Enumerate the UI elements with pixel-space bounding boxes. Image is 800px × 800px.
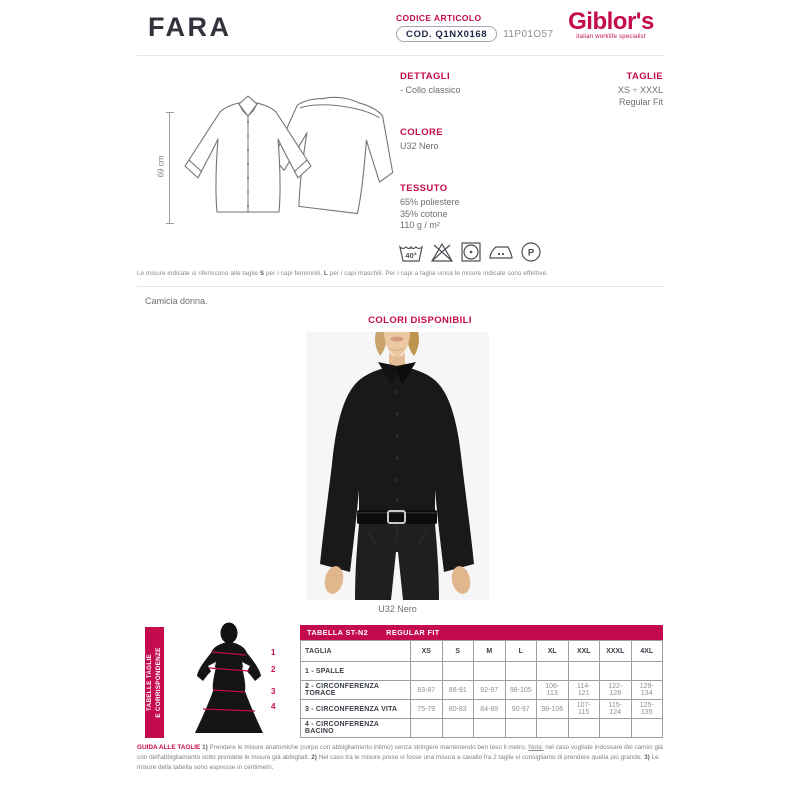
sizes-fit: Regular Fit: [618, 96, 663, 107]
length-dimension-line: [169, 112, 176, 224]
size-col-header: L: [505, 641, 537, 662]
size-col-header: XXXL: [600, 641, 632, 662]
size-table-name: TABELLA ST-N2: [307, 628, 369, 637]
brand-logo: [558, 8, 664, 40]
size-col-taglia: TAGLIA: [301, 641, 411, 662]
size-cell: [631, 662, 663, 681]
size-cell: 115-124: [600, 700, 632, 719]
brand-logo-tagline: italian worklife specialist: [576, 34, 646, 40]
measurement-silhouette: [188, 622, 270, 742]
size-cell: 92-97: [474, 681, 506, 700]
size-cell: [411, 719, 443, 738]
size-cell: [631, 719, 663, 738]
shirt-technical-drawing: [183, 90, 395, 232]
article-code-badge: COD. Q1NX0168: [396, 26, 497, 42]
size-cell: 75-79: [411, 700, 443, 719]
size-row-label: 2 - CIRCONFERENZA TORACE: [301, 681, 411, 700]
size-cell: 125-135: [631, 700, 663, 719]
size-col-header: XXL: [568, 641, 600, 662]
size-cell: 83-87: [411, 681, 443, 700]
size-row-label: 1 - SPALLE: [301, 662, 411, 681]
size-cell: [600, 662, 632, 681]
size-cell: 88-91: [442, 681, 474, 700]
size-cell: [537, 662, 569, 681]
size-guide-sidebar: [145, 627, 164, 738]
header-divider: [137, 55, 664, 56]
brand-logo-text: Giblor's: [568, 8, 654, 35]
care-icons-row: [398, 241, 542, 263]
size-cell: [474, 662, 506, 681]
length-dimension-label: 69 cm: [156, 155, 166, 178]
size-cell: 80-83: [442, 700, 474, 719]
size-cell: 122-128: [600, 681, 632, 700]
measure-point-4: 4: [271, 702, 276, 711]
sizes-block: [540, 71, 663, 108]
size-cell: 107-115: [568, 700, 600, 719]
size-cell: 106-113: [537, 681, 569, 700]
photo-color-caption: U32 Nero: [378, 604, 417, 614]
color-block: [400, 127, 580, 153]
iron-two-dots-icon: [488, 241, 514, 263]
fabric-label: TESSUTO: [400, 183, 448, 194]
sizes-range: XS ÷ XXXL: [618, 85, 663, 95]
size-cell: 84-89: [474, 700, 506, 719]
article-code-secondary: 11P01O57: [503, 28, 554, 40]
sidebar-label-line1: TABELLE TAGLIE: [146, 653, 154, 712]
size-cell: [505, 662, 537, 681]
color-value: U32 Nero: [400, 141, 439, 151]
size-guide-notes: GUIDA ALLE TAGLIE 1) Prendere le misure anatomiche (corpo con abbigliamento intimo) senza stringere mantenendo ben teso il metro. Nota: nel caso vogliate indossare dei camici già con dell'abbigliamento sotto prendete le misure già abbigliati. 2) Nel caso tra le misure prese vi fosse una misura a cavallo fra 2 taglie vi consigliamo di prendere quella più grande. 3) Le misure della tabella sono espresse in centimetri.: [137, 744, 663, 771]
size-table-block: [300, 625, 663, 738]
size-cell: [411, 662, 443, 681]
dry-clean-p-icon: [520, 241, 542, 263]
sidebar-label-line2: E CORRISPONDENZE: [154, 647, 162, 718]
article-code-block: [396, 13, 553, 42]
size-cell: [568, 662, 600, 681]
size-col-header: XL: [537, 641, 569, 662]
size-table-row: [301, 719, 663, 738]
size-table-row: [301, 662, 663, 681]
svg-text:P: P: [527, 247, 535, 259]
measure-point-1: 1: [271, 648, 276, 657]
size-table-row: [301, 700, 663, 719]
svg-text:40°: 40°: [405, 251, 417, 260]
fabric-block: [400, 183, 580, 232]
size-row-label: 4 - CIRCONFERENZA BACINO: [301, 719, 411, 738]
page-title: FARA: [148, 12, 232, 42]
size-table-fit: REGULAR FIT: [386, 628, 440, 637]
size-cell: 90-97: [505, 700, 537, 719]
available-colors-title: COLORI DISPONIBILI: [368, 315, 472, 326]
size-cell: [474, 719, 506, 738]
size-table: [300, 640, 663, 738]
size-row-label: 3 - CIRCONFERENZA VITA: [301, 700, 411, 719]
product-description: Camicia donna.: [145, 296, 208, 306]
size-table-head-row: [301, 641, 663, 662]
size-cell: 114-121: [568, 681, 600, 700]
sizes-label: TAGLIE: [626, 71, 663, 82]
size-cell: 98-105: [505, 681, 537, 700]
measure-point-2: 2: [271, 665, 276, 674]
product-photo: [306, 332, 489, 600]
do-not-bleach-icon: [430, 241, 454, 263]
size-col-header: S: [442, 641, 474, 662]
size-col-header: M: [474, 641, 506, 662]
size-table-header-bar: [300, 625, 663, 640]
size-cell: [505, 719, 537, 738]
article-code-label: CODICE ARTICOLO: [396, 13, 482, 23]
size-cell: 129-134: [631, 681, 663, 700]
color-label: COLORE: [400, 127, 444, 138]
measure-point-3: 3: [271, 687, 276, 696]
details-label: DETTAGLI: [400, 71, 450, 82]
fabric-line-3: 110 g / m²: [400, 220, 440, 231]
measurement-note: Le misure indicate si riferiscono alle taglie S per i capi femminili, L per i capi maschili. Per i capi a taglia unica le misure indicate sono effettive.: [137, 270, 549, 277]
size-cell: 98-106: [537, 700, 569, 719]
size-cell: [442, 662, 474, 681]
size-table-row: [301, 681, 663, 700]
tumble-dry-icon: [460, 241, 482, 263]
size-cell: [537, 719, 569, 738]
size-col-header: XS: [411, 641, 443, 662]
size-cell: [600, 719, 632, 738]
fabric-line-2: 35% cotone: [400, 208, 448, 219]
size-col-header: 4XL: [631, 641, 663, 662]
fabric-line-1: 65% poliestere: [400, 197, 460, 207]
size-cell: [442, 719, 474, 738]
size-cell: [568, 719, 600, 738]
note-divider: [137, 286, 664, 287]
details-value: - Collo classico: [400, 85, 461, 95]
wash-40-icon: [398, 241, 424, 263]
